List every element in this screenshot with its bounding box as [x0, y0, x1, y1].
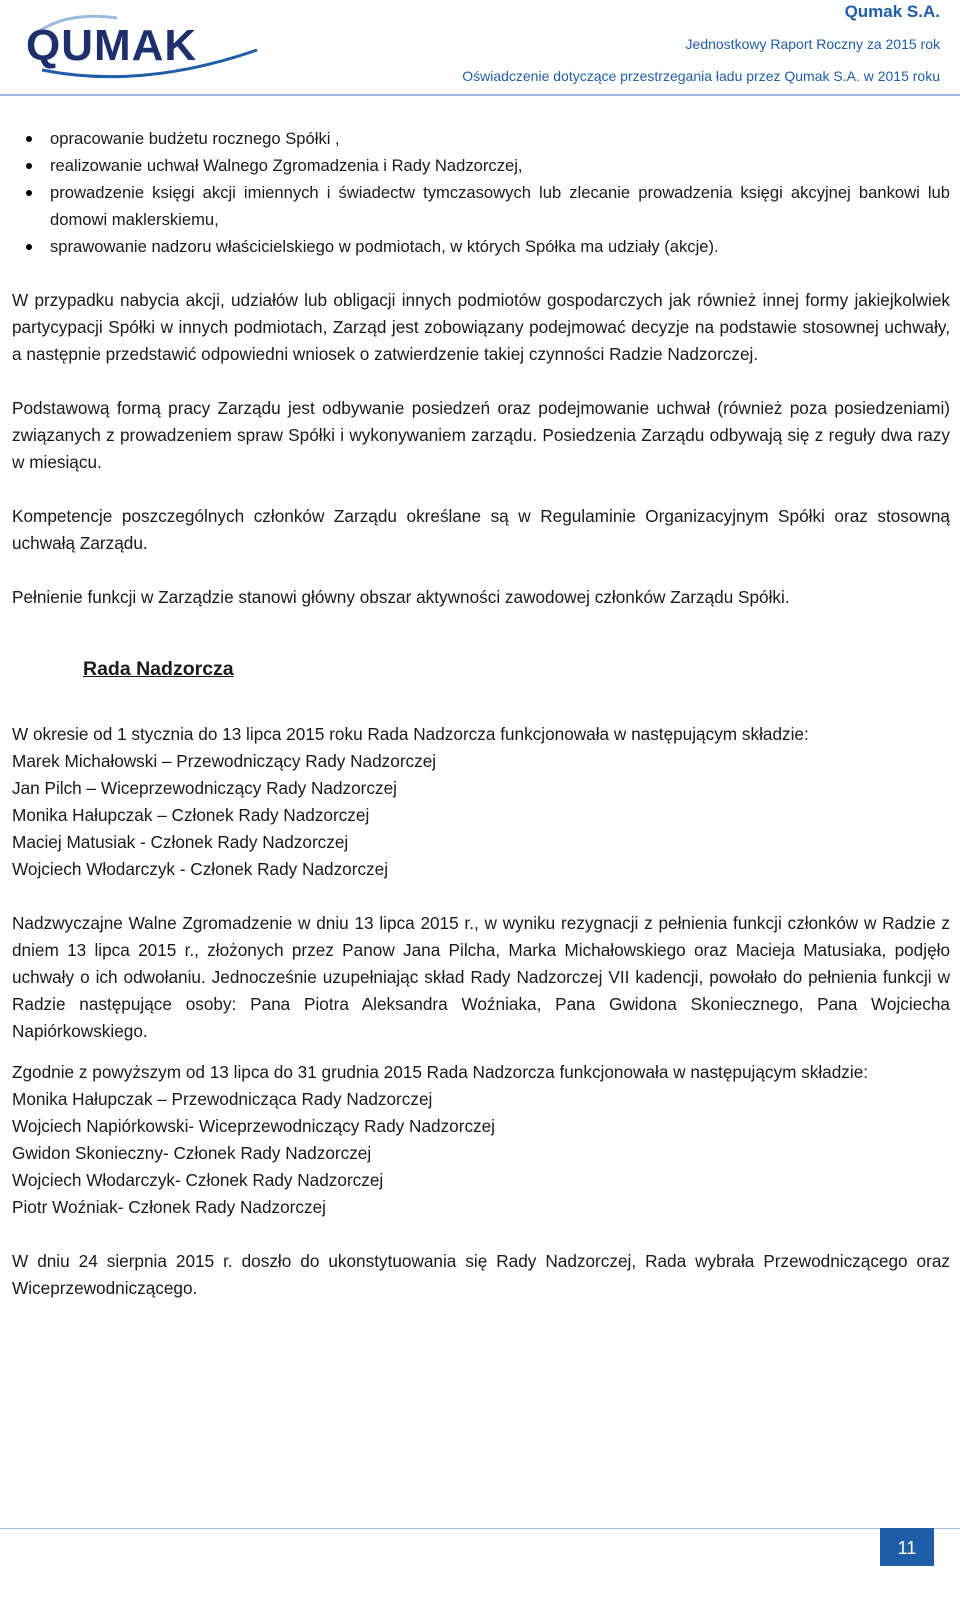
- logo-wordmark: QUMAK: [26, 21, 198, 70]
- bullet-icon: [26, 163, 32, 169]
- header-divider: [0, 94, 960, 96]
- board-second-intro: Zgodnie z powyższym od 13 lipca do 31 grudnia 2015 Rada Nadzorcza funkcjonowała w następującym składzie:: [12, 1062, 869, 1082]
- paragraph-competences: Kompetencje poszczególnych członków Zarządu określane są w Regulaminie Organizacyjnym Spółki oraz stosowną uchwałą Zarządu.: [12, 506, 950, 553]
- statement-title: Oświadczenie dotyczące przestrzegania ładu przez Qumak S.A. w 2015 roku: [462, 68, 940, 84]
- document-body: [12, 125, 950, 1302]
- management-duties-list: [12, 125, 950, 260]
- member-item: Maciej Matusiak - Członek Rady Nadzorczej: [12, 832, 349, 852]
- closing-paragraph: W dniu 24 sierpnia 2015 r. doszło do ukonstytuowania się Rady Nadzorczej, Rada wybrała Przewodniczącego oraz Wiceprzewodniczącego.: [12, 1251, 950, 1298]
- list-item: sprawowanie nadzoru właścicielskiego w podmiotach, w których Spółka ma udziały (akcje).: [12, 233, 950, 260]
- bullet-icon: [26, 244, 32, 250]
- member-item: Piotr Woźniak- Członek Rady Nadzorczej: [12, 1197, 326, 1217]
- page-header: [0, 0, 960, 110]
- company-name: Qumak S.A.: [844, 2, 940, 21]
- member-item: Monika Hałupczak – Przewodnicząca Rady Nadzorczej: [12, 1089, 433, 1109]
- report-title: Jednostkowy Raport Roczny za 2015 rok: [685, 36, 940, 52]
- page-number: 11: [880, 1528, 934, 1566]
- member-item: Monika Hałupczak – Członek Rady Nadzorczej: [12, 805, 370, 825]
- board-first-intro: W okresie od 1 stycznia do 13 lipca 2015 roku Rada Nadzorcza funkcjonowała w następującym składzie:: [12, 724, 809, 744]
- paragraph-acquisitions: W przypadku nabycia akcji, udziałów lub obligacji innych podmiotów gospodarczych jak również innej formy jakiejkolwiek partycypacji Spółki w innych podmiotach, Zarząd jest zobowiązany podejmować decyzje na podstawie stosownej uchwały, a następnie przedstawić odpowiedni wniosek o zatwierdzenie takiej czynności Radzie Nadzorczej.: [12, 290, 950, 364]
- member-item: Jan Pilch – Wiceprzewodniczący Rady Nadzorczej: [12, 778, 397, 798]
- paragraph-functions: Pełnienie funkcji w Zarządzie stanowi główny obszar aktywności zawodowej członków Zarządu Spółki.: [12, 587, 790, 607]
- member-item: Wojciech Włodarczyk- Członek Rady Nadzorczej: [12, 1170, 384, 1190]
- list-item: prowadzenie księgi akcji imiennych i świadectw tymczasowych lub zlecanie prowadzenia księgi akcyjnej bankowi lub domowi maklerskiemu,: [12, 179, 950, 233]
- footer-divider: [0, 1528, 960, 1529]
- member-item: Wojciech Włodarczyk - Członek Rady Nadzorczej: [12, 859, 389, 879]
- qumak-logo: [22, 8, 262, 88]
- egm-paragraph: Nadzwyczajne Walne Zgromadzenie w dniu 13 lipca 2015 r., w wyniku rezygnacji z pełnienia funkcji członków w Radzie z dniem 13 lipca 2015 r., złożonych przez Panow Jana Pilcha, Marka Michałowskiego oraz Macieja Matusiaka, podjęło uchwały o ich odwołaniu. Jednocześnie uzupełniając skład Rady Nadzorczej VII kadencji, powołało do pełnienia funkcji w Radzie następujące osoby: Pana Piotra Aleksandra Woźniaka, Pana Gwidona Skoniecznego, Pana Wojciecha Napiórkowskiego.: [12, 913, 950, 1041]
- member-item: Marek Michałowski – Przewodniczący Rady Nadzorczej: [12, 751, 437, 771]
- bullet-icon: [26, 190, 32, 196]
- paragraph-meetings: Podstawową formą pracy Zarządu jest odbywanie posiedzeń oraz podejmowanie uchwał (również poza posiedzeniami) związanych z prowadzeniem spraw Spółki i wykonywaniem zarządu. Posiedzenia Zarządu odbywają się z reguły dwa razy w miesiącu.: [12, 398, 950, 472]
- list-item: opracowanie budżetu rocznego Spółki ,: [12, 125, 950, 152]
- section-title: Rada Nadzorcza: [83, 658, 234, 680]
- bullet-icon: [26, 136, 32, 142]
- board-first-members: [12, 748, 950, 883]
- board-second-members: [12, 1086, 950, 1221]
- member-item: Wojciech Napiórkowski- Wiceprzewodniczący Rady Nadzorczej: [12, 1116, 496, 1136]
- member-item: Gwidon Skonieczny- Członek Rady Nadzorczej: [12, 1143, 372, 1163]
- list-item: realizowanie uchwał Walnego Zgromadzenia i Rady Nadzorczej,: [12, 152, 950, 179]
